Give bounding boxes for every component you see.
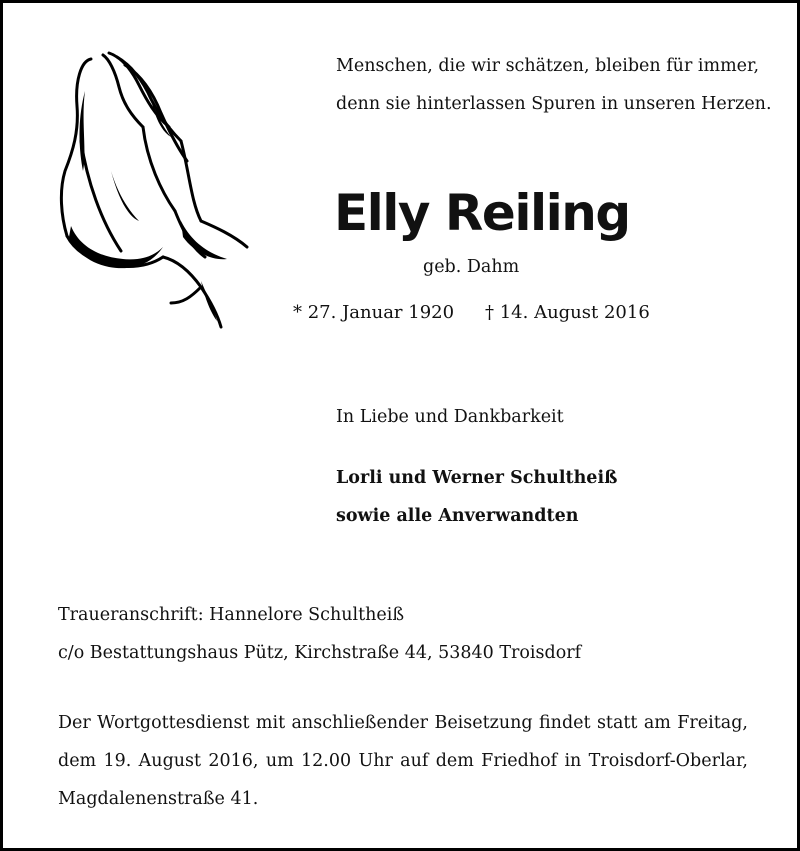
praying-hands-icon xyxy=(51,51,261,343)
maiden-name: geb. Dahm xyxy=(423,257,520,277)
funeral-service-info xyxy=(58,704,748,818)
memorial-quote xyxy=(336,47,772,123)
mourners-signature xyxy=(336,459,617,535)
mourners-line-2: sowie alle Anverwandten xyxy=(336,506,579,526)
quote-line-2: denn sie hinterlassen Spuren in unseren Herzen. xyxy=(336,94,772,114)
quote-line-1: Menschen, die wir schätzen, bleiben für immer, xyxy=(336,56,760,76)
mourning-address xyxy=(58,596,581,672)
mourners-line-1: Lorli und Werner Schultheiß xyxy=(336,468,618,488)
dedication-line: In Liebe und Dankbarkeit xyxy=(336,407,564,427)
death-date: † 14. August 2016 xyxy=(485,302,650,323)
deceased-name: Elly Reiling xyxy=(334,184,630,242)
service-text: Der Wortgottesdienst mit anschließender Beisetzung findet statt am Freitag, dem 19. August 2016, um 12.00 Uhr auf dem Friedhof in Troisdorf-Oberlar, Magdalenenstraße 41. xyxy=(58,713,748,809)
address-line-2: c/o Bestattungshaus Pütz, Kirchstraße 44, 53840 Troisdorf xyxy=(58,643,582,663)
address-line-1: Traueranschrift: Hannelore Schultheiß xyxy=(58,605,405,625)
birth-date: * 27. Januar 1920 xyxy=(293,302,455,323)
